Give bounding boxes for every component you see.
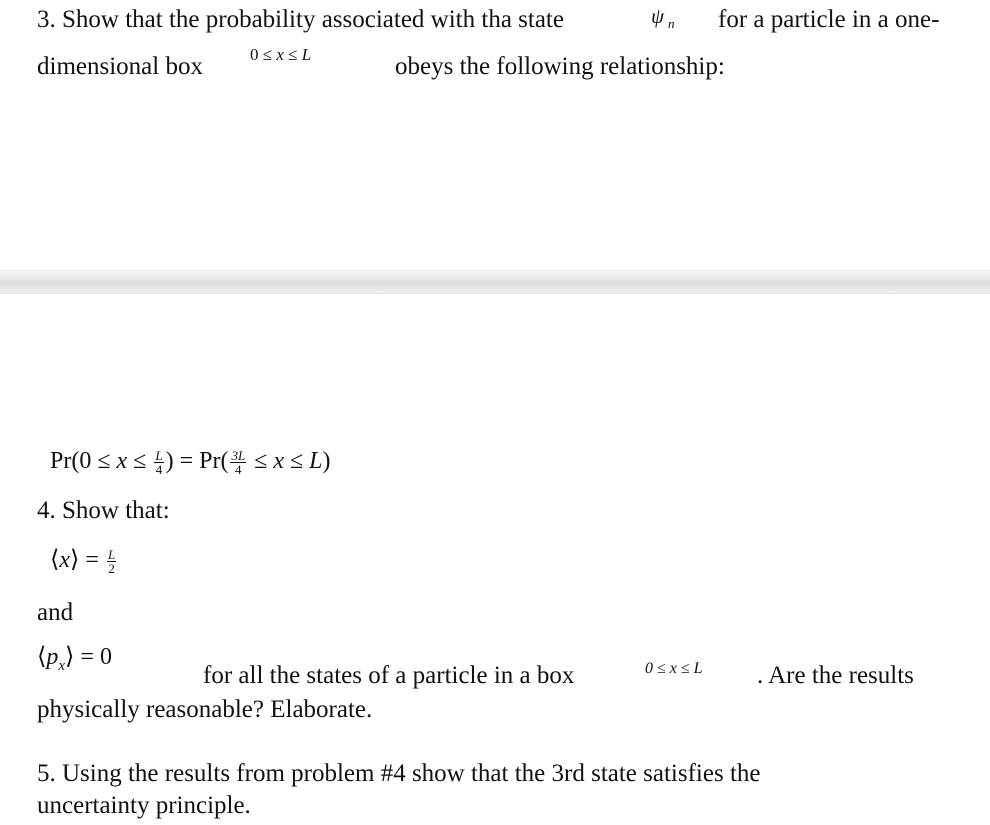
fraction-l-over-4: $\frac{L}{4}$ xyxy=(155,447,163,477)
and-text: and xyxy=(37,599,74,626)
expectation-px-equation: $⟨p_x⟩ = 0$ xyxy=(37,644,112,674)
q5-line2: uncertainty principle. xyxy=(37,792,251,819)
q4-line-tail: . Are the results xyxy=(757,662,914,689)
q3-line2-tail: obeys the following relationship: xyxy=(395,53,725,80)
psi-subscript: n xyxy=(668,16,675,32)
section-divider xyxy=(0,270,990,294)
psi-n-symbol xyxy=(651,4,675,32)
box-range-math-small: 0 ≤ x ≤ L xyxy=(645,660,703,677)
q4-line: for all the states of a particle in a box xyxy=(203,662,575,689)
q3-line2: dimensional box xyxy=(37,53,203,80)
fraction-l-over-2: $\frac{L}{2}$ xyxy=(107,546,116,576)
q4-heading: 4. Show that: xyxy=(37,497,170,524)
q5-line1: 5. Using the results from problem #4 show that the 3rd state satisfies the xyxy=(37,760,761,787)
q4-line2: physically reasonable? Elaborate. xyxy=(37,696,373,723)
probability-equation: Pr(0 ≤ x ≤ $\frac{L}{4}$ ) = Pr( $\frac{3L}{4}$ ≤ x ≤ L) xyxy=(50,447,331,477)
q3-line1-tail: for a particle in a one- xyxy=(718,6,940,33)
psi-symbol: ψ xyxy=(651,4,665,28)
q3-line1: 3. Show that the probability associated with tha state xyxy=(37,6,564,33)
fraction-3l-over-4: $\frac{3L}{4}$ xyxy=(231,447,246,477)
box-range-math: 0 ≤ x ≤ L xyxy=(250,45,312,64)
expectation-x-equation: ⟨x⟩ = $\frac{L}{2}$ xyxy=(50,546,116,576)
